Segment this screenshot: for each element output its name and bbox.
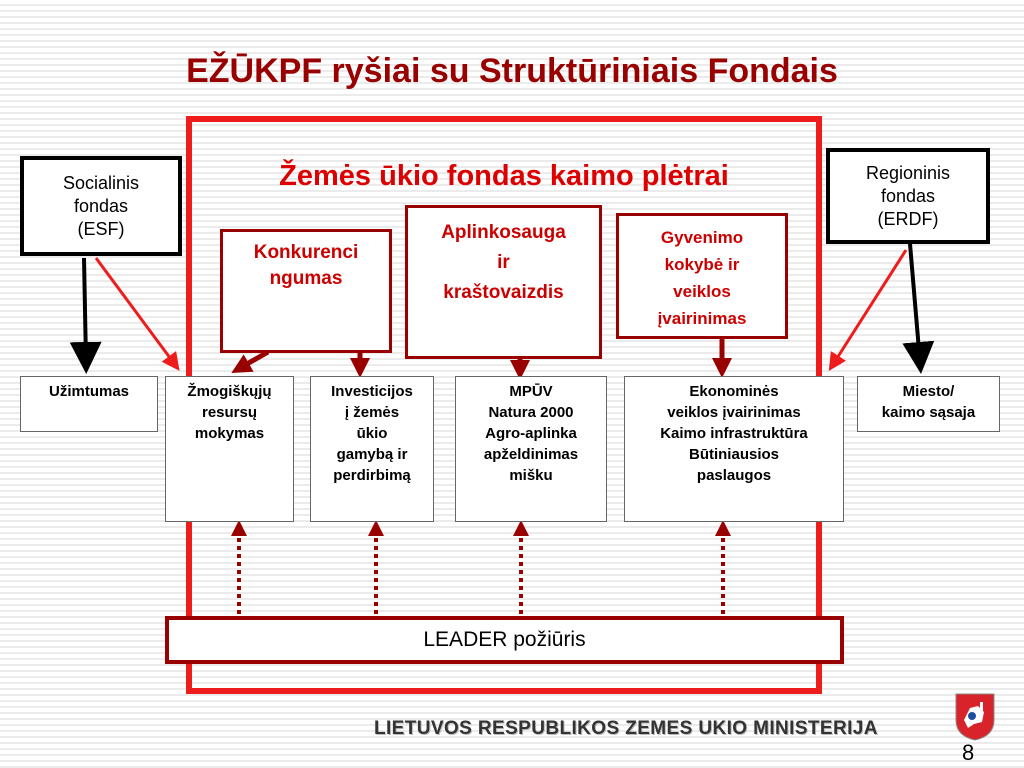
competitiveness-box xyxy=(220,229,392,353)
quality-line1: Gyvenimo xyxy=(660,228,744,247)
employment-box xyxy=(20,376,158,432)
erdf-box xyxy=(826,148,990,244)
urban-rural-box xyxy=(857,376,1000,432)
investment-line3: ūkio xyxy=(356,425,388,442)
quality-line2: kokybė ir xyxy=(664,255,740,274)
competitiveness-line1: Konkurenci xyxy=(253,242,359,263)
urban-line1: Miesto/ xyxy=(902,383,955,400)
quality-line3: veiklos xyxy=(673,282,731,301)
leader-box xyxy=(165,616,844,664)
page-title: EŽŪKPF ryšiai su Struktūriniais Fondais xyxy=(186,52,838,90)
eafrd-title: Žemės ūkio fondas kaimo plėtrai xyxy=(279,160,729,192)
erdf-line3: (ERDF) xyxy=(877,208,939,229)
human-resources-box xyxy=(165,376,294,522)
page-number: 8 xyxy=(962,740,975,765)
mpuv-line3: Agro-aplinka xyxy=(485,425,577,442)
erdf-line1: Regioninis xyxy=(865,162,951,183)
esf-line2: fondas xyxy=(73,195,129,216)
economic-diversification-box xyxy=(624,376,844,522)
economic-line1: Ekonominės xyxy=(689,383,779,400)
investment-line4: gamybą ir xyxy=(336,446,408,463)
human-line1: Žmogiškųjų xyxy=(187,383,272,400)
esf-box xyxy=(20,156,182,256)
employment-label: Užimtumas xyxy=(48,383,130,400)
coat-of-arms-icon xyxy=(952,690,998,742)
environment-line1: Aplinkosauga xyxy=(441,222,566,243)
mpuv-line4: apželdinimas xyxy=(483,446,579,463)
mpuv-line2: Natura 2000 xyxy=(488,404,574,421)
esf-line3: (ESF) xyxy=(77,218,125,239)
competitiveness-line2: ngumas xyxy=(269,268,343,289)
human-line2: resursų xyxy=(201,404,258,421)
economic-line5: paslaugos xyxy=(696,467,772,484)
investment-line1: Investicijos xyxy=(331,383,413,400)
erdf-line2: fondas xyxy=(880,185,936,206)
leader-label: LEADER požiūris xyxy=(423,628,586,651)
investment-box xyxy=(310,376,434,522)
economic-line3: Kaimo infrastruktūra xyxy=(660,425,808,442)
environment-line2: ir xyxy=(497,252,510,273)
economic-line4: Būtiniausios xyxy=(688,446,779,463)
human-line3: mokymas xyxy=(194,425,265,442)
erdf-to-economic-arrow xyxy=(832,250,906,366)
erdf-to-urban-arrow xyxy=(910,244,920,362)
mpuv-line1: MPŪV xyxy=(509,383,553,400)
environment-line3: kraštovaizdis xyxy=(443,282,564,303)
economic-line2: veiklos įvairinimas xyxy=(667,404,801,421)
investment-line2: į žemės xyxy=(344,404,400,421)
quality-of-life-box xyxy=(616,213,788,339)
ministry-footer: LIETUVOS RESPUBLIKOS ZEMES UKIO MINISTERIJA xyxy=(374,718,878,739)
environment-box xyxy=(405,205,602,359)
esf-to-human-arrow xyxy=(96,258,176,366)
urban-line2: kaimo sąsaja xyxy=(881,404,976,421)
mpuv-box xyxy=(455,376,607,522)
quality-line4: įvairinimas xyxy=(657,309,747,328)
mpuv-line5: mišku xyxy=(509,467,553,484)
esf-to-employment-arrow xyxy=(84,258,86,362)
esf-line1: Socialinis xyxy=(62,172,140,193)
investment-line5: perdirbimą xyxy=(333,467,411,484)
